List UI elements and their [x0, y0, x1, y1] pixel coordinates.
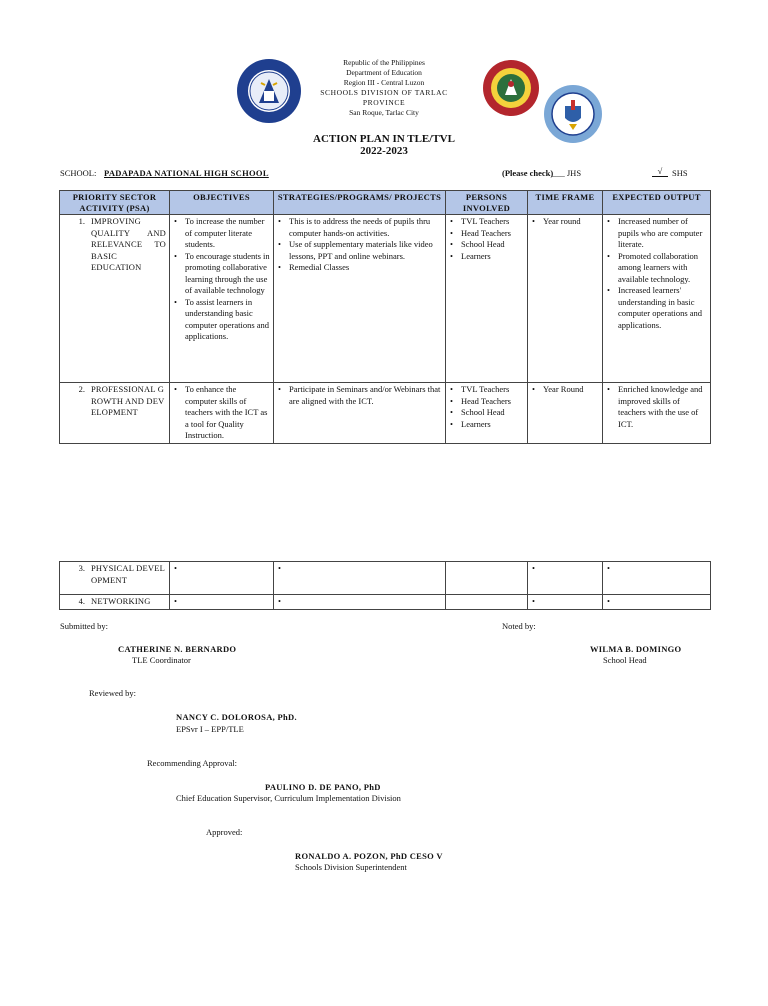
reviewed-role: EPSvr I – EPP/TLE [176, 724, 244, 734]
objectives-cell [170, 595, 274, 610]
time-frame-cell [528, 595, 603, 610]
persons-cell [446, 383, 528, 444]
list-item: • Participate in Seminars and/or Webinars that are aligned with the ICT. [289, 384, 442, 407]
header-expected-output: EXPECTED OUTPUT [603, 191, 711, 215]
action-plan-table-continued [59, 561, 711, 610]
list-item: • To encourage students in promoting collaborative learning through the use of available technology [185, 251, 270, 297]
header-line: Department of Education [346, 68, 422, 77]
table-header-row [60, 191, 711, 215]
header-line: Republic of the Philippines [343, 58, 425, 67]
psa-text: PROFESSIONAL GROWTH AND DEVELOPMENT [91, 384, 165, 417]
reviewed-label: Reviewed by: [89, 688, 136, 698]
noted-role: School Head [603, 655, 647, 665]
row-number: 2. [78, 384, 85, 394]
strategies-cell [274, 562, 446, 595]
objectives-cell [170, 562, 274, 595]
recommending-label: Recommending Approval: [147, 758, 237, 768]
time-frame-cell [528, 562, 603, 595]
noted-label: Noted by: [502, 621, 536, 631]
table-row [60, 595, 711, 610]
list-item: • School Head [461, 407, 524, 419]
persons-cell [446, 215, 528, 383]
list-item: • Promoted collaboration among learners with available technology. [618, 251, 707, 286]
header-persons: PERSONS INVOLVED [446, 191, 528, 215]
list-item: • TVL Teachers [461, 384, 524, 396]
list-item: • Learners [461, 419, 524, 431]
objectives-cell [170, 215, 274, 383]
row-number: 1. [78, 216, 85, 226]
psa-cell [60, 562, 170, 595]
expected-output-cell [603, 383, 711, 444]
header-objectives: OBJECTIVES [170, 191, 274, 215]
jhs-option: ___ JHS [552, 168, 582, 178]
action-plan-table [59, 190, 711, 444]
psa-text: NETWORKING [91, 596, 151, 606]
time-frame-cell [528, 383, 603, 444]
list-item: • Enriched knowledge and improved skills of teachers with the use of ICT. [618, 384, 707, 430]
list-item: • Increased learners' understanding in basic computer operations and applications. [618, 285, 707, 331]
expected-output-cell [603, 215, 711, 383]
approved-name: RONALDO A. POZON, PhD CESO V [295, 851, 443, 861]
expected-output-cell [603, 562, 711, 595]
psa-text: IMPROVING QUALITY AND RELEVANCE TO BASIC EDUCATION [91, 216, 166, 272]
list-item: • Head Teachers [461, 228, 524, 240]
list-item: • To increase the number of computer literate students. [185, 216, 270, 251]
noted-name: WILMA B. DOMINGO [590, 644, 682, 654]
submitted-role: TLE Coordinator [132, 655, 191, 665]
document-year: 2022-2023 [360, 145, 408, 157]
psa-text: PHYSICAL DEVELOPMENT [91, 563, 166, 585]
table-row [60, 215, 711, 383]
header-psa: PRIORITY SECTOR ACTIVITY (PSA) [60, 191, 170, 215]
approved-role: Schools Division Superintendent [295, 862, 407, 872]
school-name: PADAPADA NATIONAL HIGH SCHOOL [104, 168, 269, 178]
list-item: • Year Round [543, 384, 599, 396]
row-number: 4. [78, 596, 85, 606]
header-strategies: STRATEGIES/PROGRAMS/ PROJECTS [274, 191, 446, 215]
table-row [60, 383, 711, 444]
list-item: • School Head [461, 239, 524, 251]
psa-cell [60, 215, 170, 383]
recommending-role: Chief Education Supervisor, Curriculum Implementation Division [176, 793, 401, 803]
psa-cell [60, 383, 170, 444]
persons-cell [446, 562, 528, 595]
strategies-cell [274, 383, 446, 444]
shs-checkmark: √ [652, 166, 668, 177]
list-item: • Increased number of pupils who are computer literate. [618, 216, 707, 251]
strategies-cell [274, 595, 446, 610]
persons-cell [446, 595, 528, 610]
row-number: 3. [78, 563, 85, 573]
psa-cell [60, 595, 170, 610]
submitted-label: Submitted by: [60, 621, 108, 631]
approved-label: Approved: [206, 827, 243, 837]
list-item: • Year round [543, 216, 599, 228]
header-time-frame: TIME FRAME [528, 191, 603, 215]
header-line: San Roque, Tarlac City [349, 108, 419, 117]
objectives-cell [170, 383, 274, 444]
list-item: • Use of supplementary materials like video lessons, PPT and online webinars. [289, 239, 442, 262]
recommending-name: PAULINO D. DE PANO, PhD [265, 782, 381, 792]
shs-option: SHS [672, 168, 688, 178]
header-line: SCHOOLS DIVISION OF TARLAC [320, 88, 448, 97]
list-item: • This is to address the needs of pupils thru computer hands-on activities. [289, 216, 442, 239]
school-label: SCHOOL: [60, 168, 97, 178]
document-title: ACTION PLAN IN TLE/TVL [313, 133, 455, 145]
expected-output-cell [603, 595, 711, 610]
list-item: • To assist learners in understanding basic computer operations and applications. [185, 297, 270, 343]
list-item: • TVL Teachers [461, 216, 524, 228]
time-frame-cell [528, 215, 603, 383]
header-line: PROVINCE [362, 98, 406, 107]
list-item: • Head Teachers [461, 396, 524, 408]
check-label: (Please check) [502, 168, 554, 178]
list-item: • Learners [461, 251, 524, 263]
header-line: Region III - Central Luzon [343, 78, 425, 87]
list-item: • To enhance the computer skills of teachers with the ICT as a tool for Quality Instruction. [185, 384, 270, 442]
submitted-name: CATHERINE N. BERNARDO [118, 644, 237, 654]
table-row [60, 562, 711, 595]
strategies-cell [274, 215, 446, 383]
list-item: • Remedial Classes [289, 262, 442, 274]
reviewed-name: NANCY C. DOLOROSA, PhD. [176, 712, 297, 722]
